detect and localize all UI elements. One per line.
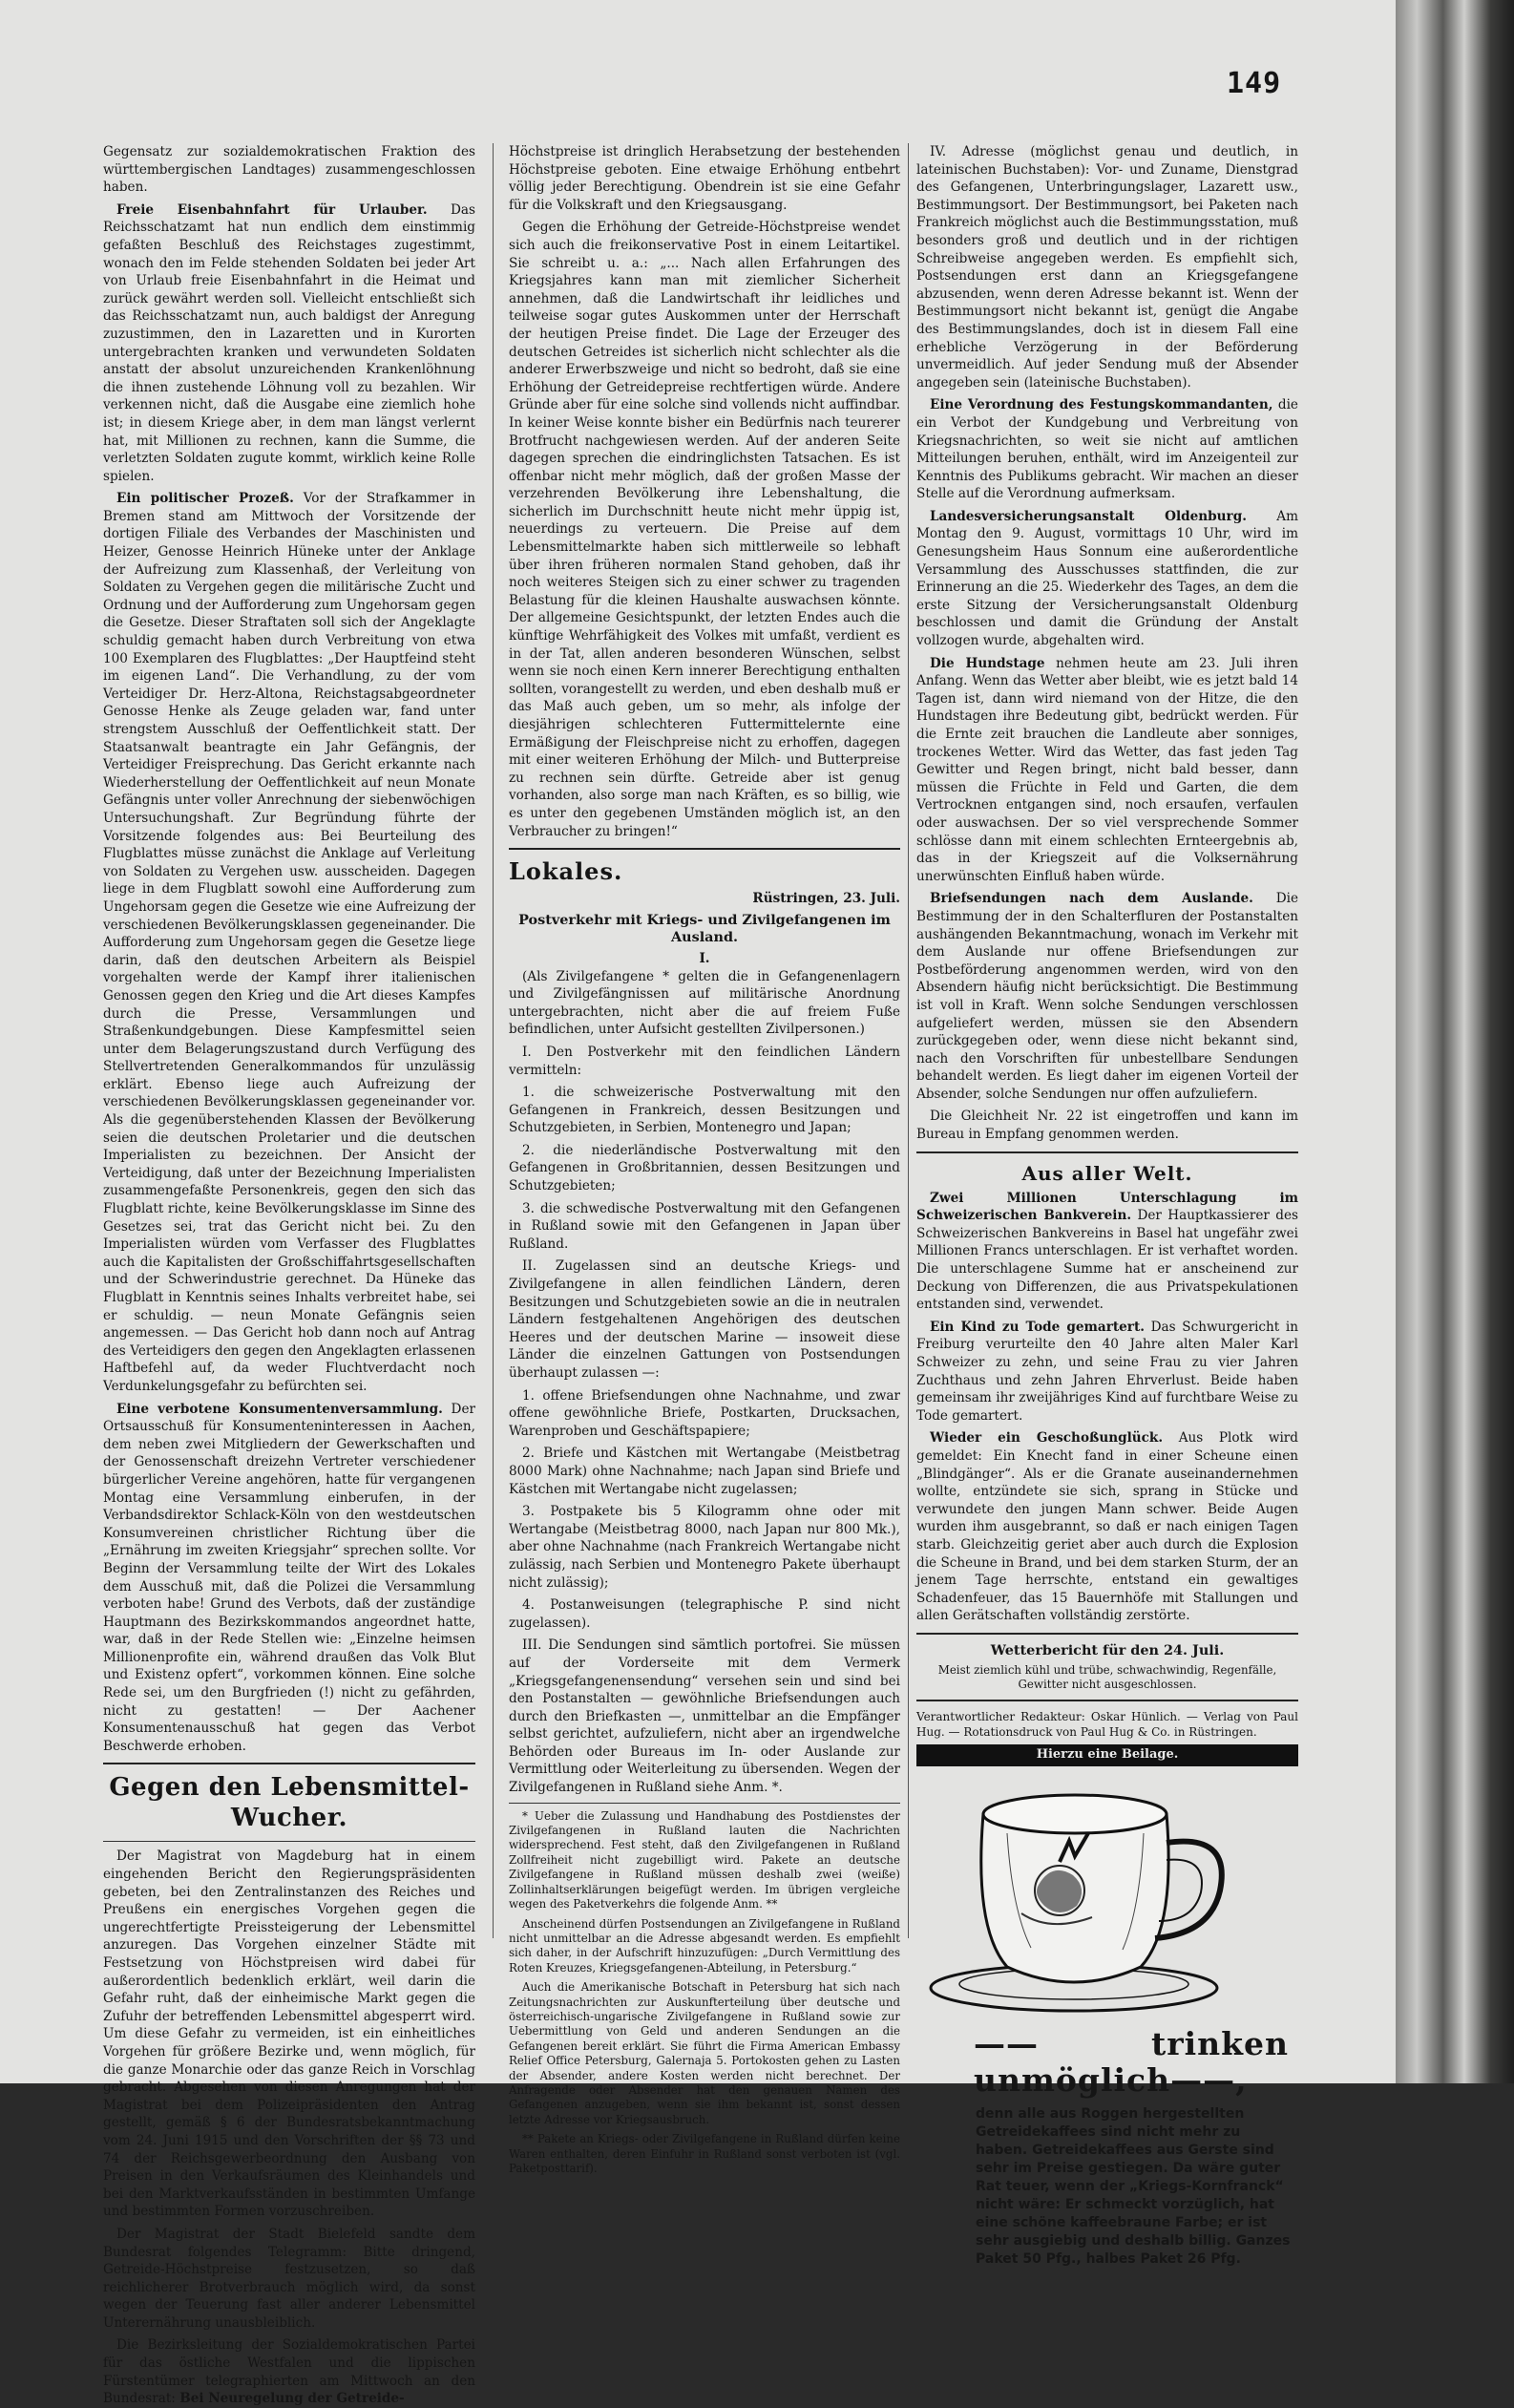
- article-body: Das Reichsschatzamt hat nun endlich dem einstimmig gefaßten Beschluß des Reichstages zugestimmt, wonach den im Felde stehenden Soldaten bei jeder Art von Urlaub freie Eisenbahnfahrt in die Heimat und zurück gewährt werden soll. Vielleicht entschließt sich das Reichsschatzamt nun, auch baldigst der Anregung zuzustimmen, den in Lazaretten und in Kurorten untergebrachten kranken und verwundeten Soldaten anstatt der absolut unzureichenden Krankenlöhnung die ihnen zustehende Löhnung voll zu bezahlen. Wir verkennen nicht, daß die Ausgabe eine ziemlich hohe ist; in diesem Kriege aber, in dem man längst verlernt hat, mit Millionen zu rechnen, kann die Summe, die verletzten Soldaten zugute kommt, wirklich keine Rolle spielen.: [103, 201, 475, 484]
- coffee-cup-illustration: [916, 1776, 1298, 2024]
- article-body: Am Montag den 9. August, vormittags 10 Uhr, wird im Genesungsheim Haus Sonnum eine außerordentliche Versammlung des Ausschusses stattfinden, die zur Erinnerung an die 25. Wiederkehr des Tages, an dem die erste Sitzung der Versicherungsanstalt Oldenburg beschlossen und damit die Gründung der Anstalt vollzogen wurde, abgehalten wird.: [916, 508, 1298, 649]
- divider: [509, 848, 900, 850]
- article-body: Der Ortsausschuß für Konsumenteninteressen in Aachen, dem neben zwei Mitgliedern der Gewerkschaften und der Genossenschaft dreizehn Vertreter verschiedener bürgerlicher Vereine angehören, hatte für vergangenen Montag eine Versammlung einberufen, in der Verbandsdirektor Schlack-Köln von den westdeutschen Konsumvereinen christlicher Richtung über die „Ernährung im zweiten Kriegsjahr“ sprechen sollte. Vor Beginn der Versammlung teilte der Wirt des Lokales dem Ausschuß mit, daß die Polizei die Versammlung verboten habe! Grund des Verbots, daß der zuständige Hauptmann des Bezirkskommandos angeordnet hatte, war, daß in der Rede Stellen wie: „Einzelne heimsen Millionenprofite ein, während draußen das Volk Blut und Existenz opfert“, vorkommen können. Eine solche Rede sei, um den Burgfrieden (!) nicht zu gefährden, nicht zu gestatten! — Der Aachener Konsumentenausschuß hat gegen das Verbot Beschwerde erhoben.: [103, 1401, 475, 1754]
- section-aus-aller-welt: Aus aller Welt.: [1021, 1161, 1193, 1185]
- list-item: 3. Postpakete bis 5 Kilogramm ohne oder mit Wertangabe (Meistbetrag 8000, nach Japan nur 800 Mk.), aber ohne Nachnahme (nach Frankreich Wertangabe nicht zulässig, nach Serbien und Montenegro Pakete überhaupt nicht zulässig);: [509, 1504, 900, 1591]
- supplement-banner: Hierzu eine Beilage.: [916, 1744, 1298, 1766]
- article-title: Briefsendungen nach dem Auslande.: [930, 891, 1253, 907]
- article-dog-days: [916, 655, 1298, 886]
- list-item: 2. Briefe und Kästchen mit Wertangabe (Meistbetrag 8000 Mark) ohne Nachnahme; nach Japan sind Briefe und Kästchen mit Wertangabe nicht zugelassen;: [509, 1446, 900, 1497]
- paragraph: Der Magistrat von Magdeburg hat in einem eingehenden Bericht den Regierungspräsidenten gebeten, bei den Zentralinstanzen des Reiches und Preußens ein energisches Vorgehen gegen die ungerechtfertigte Preissteigerung der Lebensmittel anzuregen. Das Vorgehen einzelner Städte mit Festsetzung von Höchstpreisen wird dabei für außerordentlich bedenklich erklärt, weil darin die Gefahr ruht, daß der einheimische Markt gegen die Zufuhr der betreffenden Lebensmittel abgesperrt wird. Um diese Gefahr zu vermeiden, ist ein einheitliches Vorgehen für größere Bezirke und, wenn möglich, für die ganze Monarchie oder das ganze Reich in Vorschlag gebracht. Abgesehen von diesen Anregungen hat der Magistrat bei dem Polizeipräsidenten den Antrag gestellt, gemäß § 6 der Bundesratsbekanntmachung vom 24. Juni 1915 und den Vorschriften der §§ 73 und 74 der Reichsgewerbeordnung den Ausbang von Preisen in den Verkaufsräumen des Kleinhandels und bei den Marktverkaufsständen in bestimmten Umfange und bestimmten Formen vorzuschreiben.: [103, 1848, 475, 2220]
- article-insurance: [916, 508, 1298, 650]
- list-item: 3. die schwedische Postverwaltung mit den Gefangenen in Rußland sowie mit den Gefangenen in Japan über Rußland.: [509, 1200, 900, 1252]
- paragraph: Gegen die Erhöhung der Getreide-Höchstpreise wendet sich auch die freikonservative Post in einem Leitartikel. Sie schreibt u. a.: „... Nach allen Erfahrungen des Kriegsjahres kann man mit ziemlicher Sicherheit annehmen, daß die Landwirtschaft ihr leidliches und teilweise sogar gutes Auskommen unter der Herrschaft der heutigen Preise findet. Die Lage der Erzeuger des deutschen Getreides ist sicherlich nicht schlechter als die anderer Erwerbszweige und nicht so bedroht, daß sie eine Erhöhung der Getreidepreise rechtfertigen würde. Andere Gründe aber für eine solche sind vollends nicht auffindbar. In keiner Weise konnte bisher ein Bedürfnis nach teurerer Brotfrucht nachgewiesen werden. Auf der anderen Seite dagegen sprechen die eindringlichsten Tatsachen. Es ist offenbar nicht mehr möglich, daß der großen Masse der verzehrenden Bevölkerung ihre Lebenshaltung, die sicherlich im Durchschnitt heute nicht mehr üppig ist, neuerdings zu verteuern. Die Preise auf dem Lebensmittelmarkte haben sich mittlerweile so lebhaft über ihren früheren normalen Stand gehoben, daß ihr noch weiteres Steigen sich zu einer schwer zu tragenden Belastung für die kleinen Haushalte auswachsen könnte. Der allgemeine Gesichtspunkt, der letzten Endes auch die künftige Wehrfähigkeit des Volkes mit umfaßt, verdient es in der Tat, allen anderen besonderen Wünschen, selbst wenn sie noch einen Kern innerer Berechtigung enthalten sollten, vorangestellt zu werden, und eben deshalb muß er das Maß auch geben, um so mehr, als infolge der diesjährigen schlechteren Futtermittelernte eine Ermäßigung der Fleischpreise nicht zu erhoffen, dagegen mit einer weiteren Erhöhung der Milch- und Butterpreise zu rechnen sein dürfte. Getreide aber ist genug vorhanden, also sorge man nach Kräften, es so billig, wie es unter den gegebenen Umständen möglich ist, an den Verbraucher zu bringen!“: [509, 220, 900, 839]
- article-title: Eine verbotene Konsumentenversammlung.: [116, 1401, 443, 1417]
- article-body: Vor der Strafkammer in Bremen stand am Mittwoch der Vorsitzende der dortigen Filiale des Verbandes der Maschinisten und Heizer, Genosse Heinrich Hüneke unter der Anklage der Aufreizung zum Klassenhaß, der Verleitung von Soldaten zu Vergehen gegen die militärische Zucht und Ordnung und der Aufforderung zum Ungehorsam gegen die Gesetze. Dieser Straftaten soll sich der Angeklagte schuldig gemacht haben durch Verbreitung von etwa 100 Exemplaren des Flugblattes: „Der Hauptfeind steht im eigenen Land“. Die Verhandlung, zu der vom Verteidiger Dr. Herz-Altona, Reichstagsabgeordneter Genosse Henke als Zeuge geladen war, fand unter strengstem Ausschluß der Oeffentlichkeit statt. Der Staatsanwalt beantragte ein Jahr Gefängnis, der Verteidiger Freisprechung. Das Gericht erkannte nach Wiederherstellung der Oeffentlichkeit auf neun Monate Gefängnis unter voller Anrechnung der siebenwöchigen Untersuchungshaft. Zur Begründung führte der Vorsitzende folgendes aus: Bei Beurteilung des Flugblattes müsse zunächst die Anklage auf Verleitung von Soldaten zu Vergehen usw. ausscheiden. Dagegen liege in dem Flugblatt sowohl eine Aufforderung zum Ungehorsam gegen die Gesetze wie eine Aufreizung der verschiedenen Bevölkerungsklassen gegeneinander. Die Aufforderung zum Ungehorsam gegen die Gesetze liege darin, daß den deutschen Arbeitern als Beispiel vorgehalten werde der Kampf ihrer italienischen Genossen gegen den Krieg und die Art dieses Kampfes durch die Presse, Versammlungen und Straßenkundgebungen. Diese Kampfesmittel seien unter dem Belagerungszustand durch Verfügung des Stellvertretenden Generalkommandos für unzulässig erklärt. Ebenso liege auch Aufreizung der verschiedenen Bevölkerungsklassen gegeneinander vor. Als die gegenüberstehenden Klassen der Bevölkerung seien die deutschen Proletarier und die deutschen Imperialisten zu bezeichnen. Der Ansicht der Verteidigung, daß unter der Bezeichnung Imperialisten zusammengefaßte Personenkreis, gegen den sich das Flugblatt richte, keine Bevölkerungsklasse im Sinne des Gesetzes sei, trat das Gericht nicht bei. Zu den Imperialisten würden vom Verfasser des Flugblattes auch die Kapitalisten der Großschiffahrtsgesellschaften und der Schwerindustrie gerechnet. Da Hüneke das Flugblatt in Kenntnis seines Inhalts verbreitet habe, sei er schuldig. — neun Monate Gefängnis seien angemessen. — Das Gericht hob dann noch auf Antrag des Verteidigers den gegen den Angeklagten erlassenen Haftbefehl auf, da weder Fluchtverdacht noch Verdunkelungsgefahr zu befürchten sei.: [103, 491, 475, 1394]
- list-item: 2. die niederländische Postverwaltung mit den Gefangenen in Großbritannien, dessen Besitzungen und Schutzgebieten;: [509, 1142, 900, 1194]
- imprint: Verantwortlicher Redakteur: Oskar Hünlich. — Verlag von Paul Hug. — Rotationsdruck von Paul Hug & Co. in Rüstringen.: [916, 1710, 1298, 1740]
- article-title: Wieder ein Geschoßunglück.: [930, 1430, 1164, 1447]
- list-item: 1. offene Briefsendungen ohne Nachnahme, und zwar offene gewöhnliche Briefe, Postkarten, Drucksachen, Warenproben und Geschäftspapiere;: [509, 1387, 900, 1439]
- article-body: Der Hauptkassierer des Schweizerischen Bankvereins in Basel hat ungefähr zwei Millionen Francs unterschlagen. Er ist verhaftet worden. Die unterschlagene Summe hat er anscheinend zur Deckung von Differenzen, die aus Privatspekulationen entstanden sind, verwendet.: [916, 1208, 1298, 1313]
- article-title: Eine Verordnung des Festungskommandanten,: [930, 397, 1273, 413]
- weather-report: Meist ziemlich kühl und trübe, schwachwindig, Regenfälle, Gewitter nicht ausgeschlossen.: [937, 1662, 1277, 1691]
- article-free-rail: [103, 201, 475, 486]
- paragraph: Die Gleichheit Nr. 22 ist eingetroffen und kann im Bureau in Empfang genommen werden.: [916, 1109, 1298, 1143]
- article-body: nehmen heute am 23. Juli ihren Anfang. Wenn das Wetter aber bleibt, wie es jetzt bald 14 Tagen ist, dann wird niemand von der Hitze, die den Hundstagen ihre Bedeutung gibt, bedrückt werden. Für die Ernte zeit brauchen die Landleute aber sonniges, trockenes Wetter. Wird das Wetter, das fast jeden Tag Gewitter und Regen bringt, nicht bald besser, dann müssen die Früchte in Feld und Garten, die dem Vertrocknen entgangen sind, noch ersaufen, verfaulen oder auswachsen. Der so viel versprechende Sommer schlösse dann mit einem schlechten Ernteergebnis ab, das in der Kriegszeit auf die Volksernährung unerwünschten Einfluß haben würde.: [916, 655, 1299, 884]
- article-embezzlement: [916, 1190, 1298, 1314]
- column-divider: [908, 143, 909, 1938]
- page-number: 149: [1227, 67, 1282, 100]
- paragraph: II. Zugelassen sind an deutsche Kriegs- und Zivilgefangene in allen feindlichen Ländern, deren Besitzungen und Schutzgebieten sowie an die in neutralen Ländern festgehaltenen Angehörigen des deutschen Heeres und der deutschen Marine — insoweit diese Länder die einzelnen Gattungen von Postsendungen überhaupt zulassen —:: [509, 1258, 900, 1381]
- paragraph: [103, 2336, 475, 2407]
- list-item: 4. Postanweisungen (telegraphische P. sind nicht zugelassen).: [509, 1597, 900, 1631]
- paragraph: I. Den Postverkehr mit den feindlichen Ländern vermitteln:: [509, 1044, 900, 1078]
- paragraph-tail: Bei Neuregelung der Getreide-: [179, 2391, 405, 2407]
- footnote: ** Pakete an Kriegs- oder Zivilgefangene in Rußland dürfen keine Waren enthalten, deren Einfuhr in Rußland sonst verboten ist (vgl. Paketposttarif).: [509, 2132, 900, 2175]
- divider: [916, 1151, 1298, 1153]
- article-title: Die Hundstage: [930, 655, 1045, 671]
- divider: [103, 1763, 475, 1764]
- article-child: [916, 1319, 1298, 1426]
- article-title: Ein politischer Prozeß.: [116, 491, 294, 507]
- article-title: Ein Kind zu Tode gemartert.: [930, 1319, 1145, 1335]
- article-title: Zwei Millionen Unterschlagung im Schweizerischen Bankverein.: [916, 1190, 1298, 1224]
- article-political-trial: [103, 490, 475, 1395]
- divider: [916, 1633, 1298, 1635]
- column-3: [916, 143, 1299, 2267]
- article-title: Landesversicherungsanstalt Oldenburg.: [930, 508, 1247, 524]
- headline-food-usury: Gegen den Lebensmittel-Wucher.: [109, 1773, 470, 1833]
- column-2: [509, 143, 900, 2175]
- paragraph: (Als Zivilgefangene * gelten die in Gefangenenlagern und Zivilgefängnissen auf militärische Anordnung untergebrachten, nicht aber die auf freiem Fuße befindlichen, unter Aufsicht gestellten Zivilpersonen.): [509, 968, 900, 1038]
- roman-numeral: I.: [699, 950, 710, 966]
- paragraph-lead: Die Bezirksleitung der Sozialdemokratischen Partei für das östliche Westfalen und die lippischen Fürstentümer telegraphierten am Mittwoch an den Bundesrat:: [103, 2337, 475, 2407]
- ad-text: denn alle aus Roggen hergestellten Getreidekaffees sind nicht mehr zu haben. Getreidekaffees aus Gerste sind sehr im Preise gestiegen. Da wäre guter Rat teuer, wenn der „Kriegs-Kornfranck“ nicht wäre: Er schmeckt vorzüglich, hat eine schöne kaffeebraune Farbe; er ist sehr ausgiebig und deshalb billig. Ganzes Paket 50 Pfg., halbes Paket 26 Pfg.: [976, 2105, 1291, 2267]
- book-binding-edge: [1396, 0, 1514, 2083]
- paragraph: Höchstpreise ist dringlich Herabsetzung der bestehenden Höchstpreise geboten. Eine etwaige Erhöhung entbehrt völlig jeder Berechtigung. Obendrein ist sie eine Gefahr für die Volkskraft und den Kriegsausgang.: [509, 144, 900, 213]
- column-divider: [493, 143, 494, 1938]
- divider: [509, 1803, 900, 1804]
- article-ordinance: [916, 396, 1298, 503]
- advertisement-kornfranck: [916, 1776, 1298, 2267]
- dateline: Rüstringen, 23. Juli.: [752, 891, 900, 907]
- paragraph: IV. Adresse (möglichst genau und deutlich, in lateinischen Buchstaben): Vor- und Zuname, Dienstgrad des Gefangenen, Unterbringungslager, Lazarett usw., Bestimmungsort. Der Bestimmungsort, bei Paketen nach Frankreich möglichst auch die Bestimmungsstation, muß besonders groß und deutlich und in der richtigen Schreibweise angegeben werden. Es empfiehlt sich, Postsendungen erst dann an Kriegsgefangene abzusenden, wenn deren Adresse bekannt ist. Wenn der Bestimmungsort nicht bekannt ist, genügt die Angabe des Bestimmungslandes, doch ist in diesem Fall eine erhebliche Verzögerung in der Beförderung unvermeidlich. Auf jeder Sendung muß der Absender angegeben sein (lateinische Buchstaben).: [916, 144, 1298, 391]
- subhead-postal-prisoners: Postverkehr mit Kriegs- und Zivilgefangenen im Ausland.: [518, 911, 891, 946]
- section-lokales: Lokales.: [509, 857, 623, 886]
- article-title: Freie Eisenbahnfahrt für Urlauber.: [116, 201, 428, 218]
- divider: [103, 1841, 475, 1842]
- paragraph: Gegensatz zur sozialdemokratischen Fraktion des württembergischen Landtages) zusammengeschlossen haben.: [103, 144, 475, 196]
- article-body: Das Schwurgericht in Freiburg verurteilte den 40 Jahre alten Maler Karl Schweizer zu zehn, und seine Frau zu vier Jahren Zuchthaus und zehn Jahren Ehrverlust. Beide haben gemeinsam ihr zweijähriges Kind auf furchtbare Weise zu Tode gemartert.: [916, 1319, 1299, 1424]
- weather-heading: Wetterbericht für den 24. Juli.: [990, 1641, 1225, 1658]
- article-shell-accident: [916, 1429, 1298, 1625]
- footnote: * Ueber die Zulassung und Handhabung des Postdienstes der Zivilgefangenen in Rußland lauten die Nachrichten widersprechend. Fest steht, daß den Zivilgefangenen in Rußland Zollfreiheit nicht zugebilligt wird. Pakete an deutsche Zivilgefangene in Rußland müssen deshalb zwei (weiße) Zollinhaltserklärungen beigefügt werden. Im übrigen vergleiche wegen des Paketverkehrs die folgende Anm. **: [509, 1808, 900, 1912]
- ad-slogan: —— trinken unmöglich——,: [974, 2024, 1289, 2099]
- paragraph: Der Magistrat der Stadt Bielefeld sandte dem Bundesrat folgendes Telegramm: Bitte dringend, Getreide-Höchstpreise festzusetzen, so daß reichlicherer Brotverbrauch möglich wird, da sonst wegen der Teuerung fast aller anderer Lebensmittel Unterernährung unausbleiblich.: [103, 2226, 475, 2331]
- article-foreign-mail: [916, 890, 1298, 1103]
- divider: [916, 1700, 1298, 1701]
- footnote: Auch die Amerikanische Botschaft in Petersburg hat sich nach Zeitungsnachrichten zur Auskunfterteilung über deutsche und österreichisch-ungarische Zivilgefangene in Rußland sowie zur Uebermittlung von Geld und anderen Sendungen an die Gefangenen bereit erklärt. Sie führt die Firma American Embassy Relief Office Petersburg, Galernaja 5. Portokosten gehen zu Lasten der Absender, andere Kosten werden nicht berechnet. Der Anfragende oder Absender hat den genauen Namen des Gefangenen anzugeben, wenn sie ihm bekannt ist, sonst dessen letzte Adresse vor Kriegsausbruch.: [509, 1980, 900, 2126]
- paragraph: III. Die Sendungen sind sämtlich portofrei. Sie müssen auf der Vorderseite mit dem Vermerk „Kriegsgefangenensendung“ versehen sein und sind bei den Postanstalten — gewöhnliche Briefsendungen auch durch den Briefkasten —, unmittelbar an die Empfänger selbst gerichtet, aufzuliefern, nicht aber an irgendwelche Behörden oder Bureaus im In- oder Auslande zur Vermittlung oder Weiterleitung zu übersenden. Wegen der Zivilgefangenen in Rußland siehe Anm. *.: [509, 1637, 900, 1796]
- column-1: [103, 143, 475, 2407]
- article-body: Die Bestimmung der in den Schalterfluren der Postanstalten aushängenden Bekanntmachung, wonach im Verkehr mit dem Auslande nur offene Briefsendungen zur Postbeförderung angenommen werden, wird von den Absendern häufig nicht berücksichtigt. Die Bestimmung ist voll in Kraft. Wenn solche Sendungen verschlossen aufgeliefert werden, müssen sie den Absendern zurückgegeben oder, wenn diese nicht bekannt sind, nach den Vorschriften für unbestellbare Sendungen behandelt werden. Es liegt daher im eigenen Vorteil der Absender, solche Sendungen nur offen aufzuliefern.: [916, 891, 1299, 1102]
- footnote: Anscheinend dürfen Postsendungen an Zivilgefangene in Rußland nicht unmittelbar an die Adresse abgesandt werden. Es empfiehlt sich daher, in der Aufschrift hinzuzufügen: „Durch Vermittlung des Roten Kreuzes, Kriegsgefangenen-Abteilung, in Petersburg.“: [509, 1916, 900, 1975]
- list-item: 1. die schweizerische Postverwaltung mit den Gefangenen in Frankreich, dessen Besitzungen und Schutzgebieten, in Serbien, Montenegro und Japan;: [509, 1085, 900, 1136]
- article-body: Aus Plotk wird gemeldet: Ein Knecht fand in einer Scheune einen „Blindgänger“. Als er die Granate auseinandernehmen wollte, entzündete sie sich, sprang in Stücke und verwundete den jungen Mann schwer. Beide Augen wurden ihm ausgebrannt, so daß er nach einigen Tagen starb. Gleichzeitig geriet aber auch durch die Explosion die Scheune in Brand, und bei dem starken Sturm, der an jenem Tage herrschte, entstand ein gewaltiges Schadenfeuer, das 15 Bauernhöfe mit Stallungen und allen Gerätschaften vollständig zerstörte.: [916, 1430, 1299, 1624]
- article-body: die ein Verbot der Kundgebung und Verbreitung von Kriegsnachrichten, so weit sie nicht auf amtlichen Mitteilungen beruhen, enthält, wird im Anzeigenteil zur Kenntnis des Publikums gebracht. Wir machen an dieser Stelle auf die Verordnung aufmerksam.: [916, 397, 1298, 502]
- article-banned-meeting: [103, 1401, 475, 1756]
